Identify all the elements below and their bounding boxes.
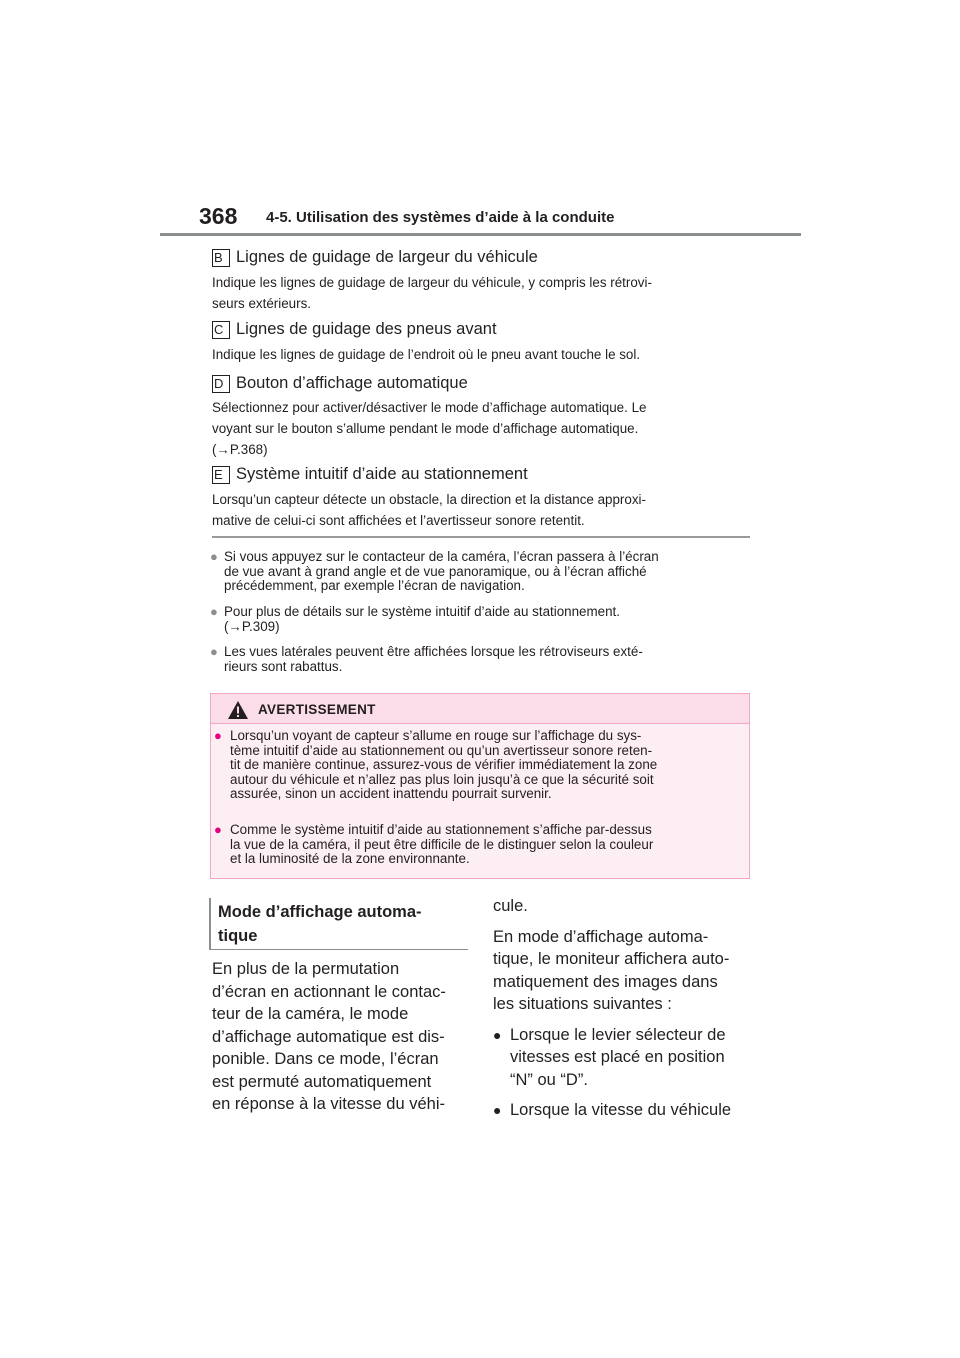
note-line: précédemment, par exemple l’écran de navigation. [224, 578, 525, 593]
list-line: Lorsque la vitesse du véhicule [510, 1101, 732, 1119]
bullet-icon: ● [214, 822, 222, 837]
warning-line: la vue de la caméra, il peut être difficile de le distinguer selon la couleur [230, 836, 654, 852]
note-item [210, 645, 755, 674]
page-number: 368 [199, 203, 238, 229]
item-description-c [212, 344, 752, 365]
body-line: tique, le moniteur affichera auto- [493, 950, 730, 968]
desc-line: Indique les lignes de guidage de l’endroit où le pneu avant touche le sol. [212, 347, 641, 362]
list-line: vitesses est placé en position [510, 1048, 725, 1066]
item-heading-e [212, 465, 528, 484]
body-line: d’affichage automatique est dis- [212, 1027, 445, 1046]
body-line: teur de la caméra, le mode [212, 1005, 409, 1023]
item-badge: D [212, 375, 230, 393]
warning-line: Comme le système intuitif d’aide au stationnement s’affiche par-dessus [230, 822, 652, 837]
item-badge: B [212, 249, 230, 267]
body-line: ponible. Dans ce mode, l’écran [212, 1050, 439, 1068]
subsection-title [218, 900, 468, 948]
title-line: Mode d’affichage automa- [218, 903, 422, 921]
warning-line: autour du véhicule et n’allez pas plus loin jusqu’à ce que la sécurité soit [230, 771, 654, 787]
item-heading-b [212, 248, 538, 267]
desc-line: mative de celui-ci sont affichées et l’avertisseur sonore retentit. [212, 513, 585, 528]
item-title: Lignes de guidage des pneus avant [236, 320, 497, 338]
body-line: cule. [493, 897, 528, 915]
list-item [493, 1024, 753, 1092]
note-line: rieurs sont rabattus. [224, 658, 343, 674]
bullet-icon: ● [210, 604, 218, 619]
right-column-text [493, 895, 753, 1122]
heading-underline [209, 949, 468, 950]
body-line: En mode d’affichage automa- [493, 927, 709, 946]
desc-line: Sélectionnez pour activer/désactiver le mode d’affichage automatique. Le [212, 400, 647, 415]
item-badge: E [212, 466, 230, 484]
left-column-text [212, 958, 472, 1116]
notes-divider [212, 536, 750, 538]
list-line: Lorsque le levier sélecteur de [510, 1025, 726, 1044]
note-line: Pour plus de détails sur le système intuitif d’aide au stationnement. [224, 604, 620, 619]
note-item [210, 605, 755, 634]
section-title: 4-5. Utilisation des systèmes d’aide à la conduite [266, 209, 615, 226]
desc-line: Indique les lignes de guidage de largeur du véhicule, y compris les rétrovi- [212, 275, 652, 290]
warning-line: tème intuitif d’aide au stationnement ou qu’un avertisseur sonore reten- [230, 742, 653, 758]
bullet-icon: ● [210, 644, 218, 659]
bullet-icon: ● [493, 1026, 502, 1043]
bullet-icon: ● [214, 728, 222, 743]
item-description-d [212, 397, 752, 460]
note-line: Les vues latérales peuvent être affichées lorsque les rétroviseurs exté- [224, 644, 643, 659]
item-badge: C [212, 321, 230, 339]
list-line: “N” ou “D”. [510, 1070, 588, 1089]
bullet-icon: ● [493, 1102, 502, 1118]
note-item [210, 550, 755, 594]
body-line: les situations suivantes : [493, 995, 672, 1013]
body-line: d’écran en actionnant le contac- [212, 982, 446, 1001]
desc-line: voyant sur le bouton s’allume pendant le mode d’affichage automatique. [212, 421, 639, 436]
body-line: En plus de la permutation [212, 960, 400, 978]
bullet-icon: ● [210, 549, 218, 564]
warning-line: assurée, sinon un accident inattendu pourrait survenir. [230, 786, 552, 801]
warning-divider [211, 723, 749, 724]
item-description-b [212, 272, 752, 314]
note-line: (→P.309) [224, 618, 280, 634]
warning-triangle-icon [227, 700, 249, 720]
desc-line: seurs extérieurs. [212, 296, 311, 311]
desc-line: Lorsqu’un capteur détecte un obstacle, la direction et la distance approxi- [212, 492, 646, 507]
item-heading-c [212, 320, 497, 339]
warning-title: AVERTISSEMENT [258, 702, 376, 717]
heading-rule [209, 898, 211, 949]
warning-line: et la luminosité de la zone environnante. [230, 851, 470, 866]
body-line: matiquement des images dans [493, 972, 718, 991]
title-line: tique [218, 927, 258, 945]
item-description-e [212, 489, 752, 531]
warning-item [214, 823, 742, 867]
warning-line: tit de manière continue, assurez-vous de vérifier immédiatement la zone [230, 757, 658, 772]
body-line: est permuté automatiquement [212, 1072, 432, 1091]
warning-line: Lorsqu’un voyant de capteur s’allume en rouge sur l’affichage du sys- [230, 728, 642, 743]
note-line: Si vous appuyez sur le contacteur de la caméra, l’écran passera à l’écran [224, 549, 659, 564]
item-title: Système intuitif d’aide au stationnement [236, 465, 528, 483]
desc-line: (→P.368) [212, 442, 268, 457]
item-title: Bouton d’affichage automatique [236, 374, 468, 392]
warning-item [214, 729, 742, 802]
item-title: Lignes de guidage de largeur du véhicule [236, 248, 538, 266]
list-item [493, 1099, 753, 1122]
note-line: de vue avant à grand angle et de vue panoramique, ou à l’écran affiché [224, 563, 647, 579]
body-line: en réponse à la vitesse du véhi- [212, 1095, 445, 1113]
item-heading-d [212, 374, 468, 393]
header-rule [160, 233, 801, 236]
